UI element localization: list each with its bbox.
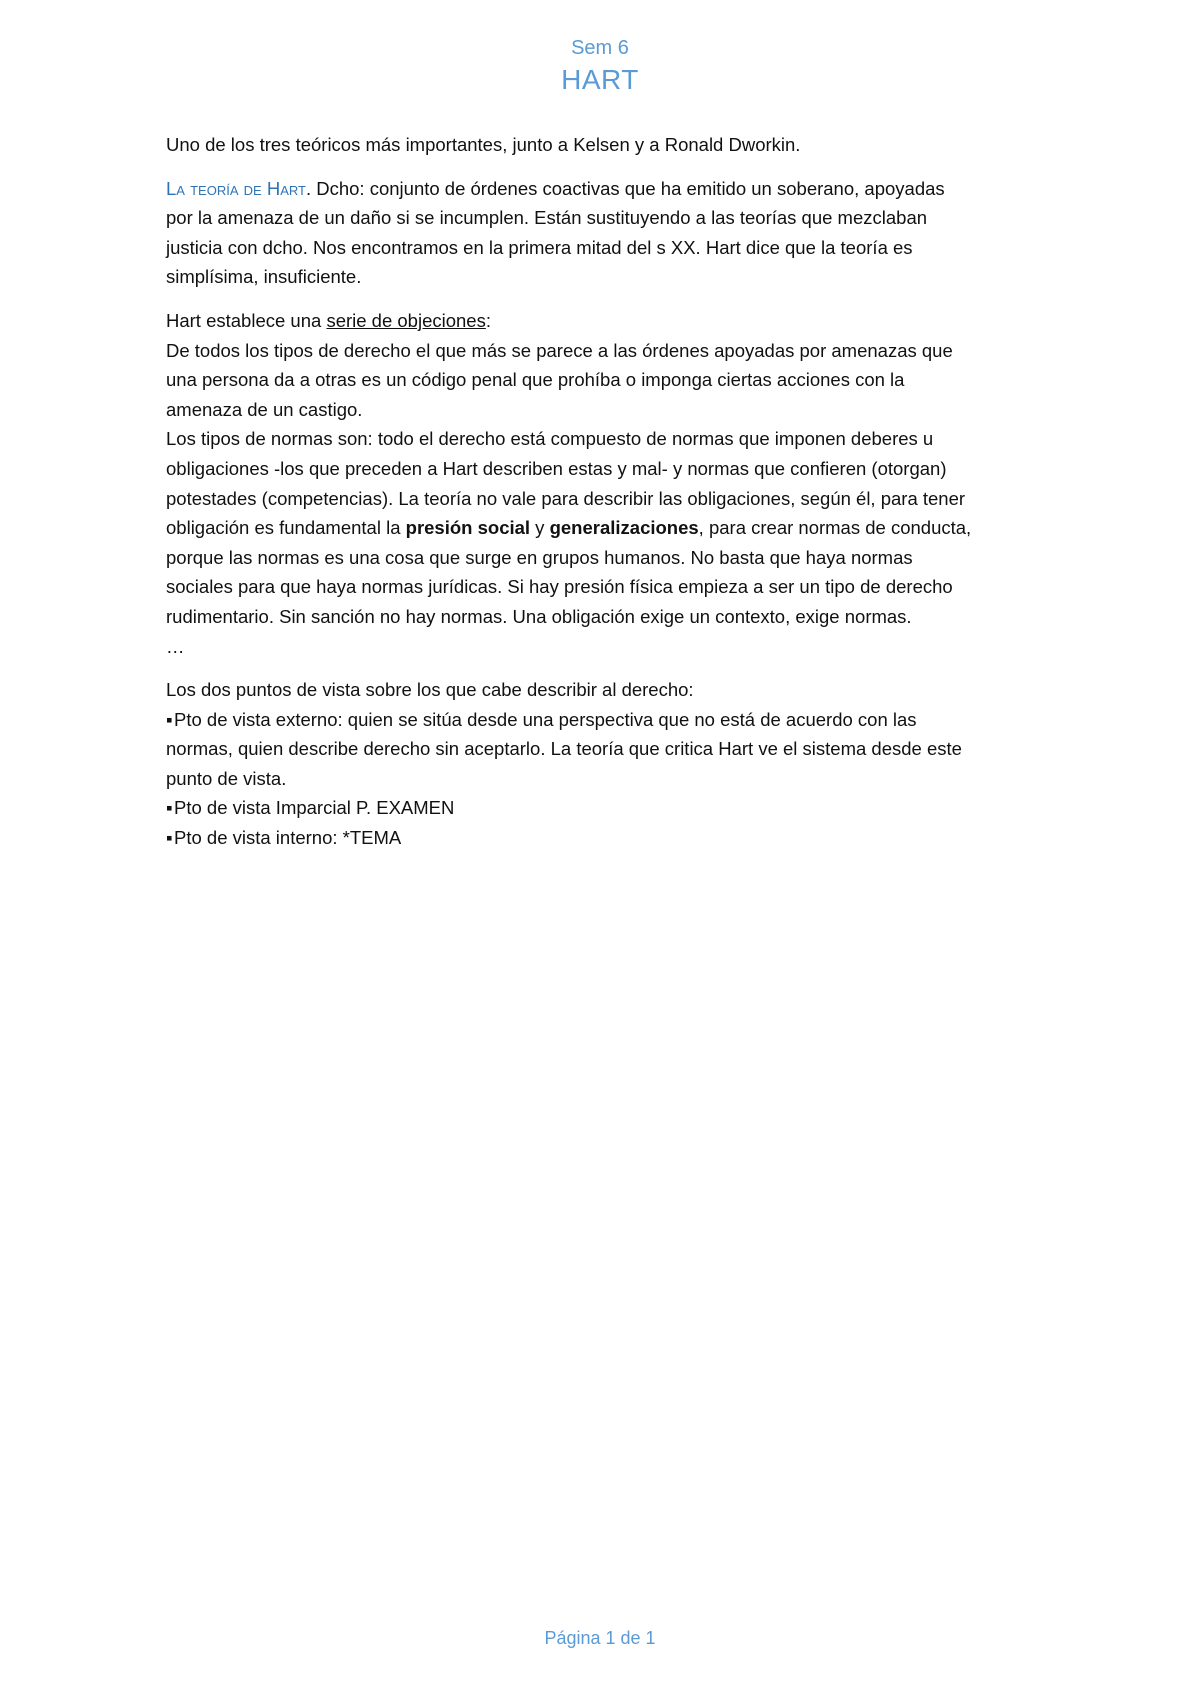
externo-line: normas, quien describe derecho sin aceptarlo. La teoría que critica Hart ve el sistema desde este	[166, 738, 962, 760]
bold-term-generalizaciones: generalizaciones	[549, 517, 699, 539]
square-bullet-icon: ▪	[166, 797, 173, 819]
square-bullet-icon: ▪	[166, 827, 173, 849]
bold-term-presion-social: presión social	[405, 517, 531, 539]
objeciones-intro-underlined: serie de objeciones	[326, 309, 486, 331]
teoria-text: . Dcho: conjunto de órdenes coactivas que ha emitido un soberano, apoyadas	[305, 177, 945, 199]
objeciones-line: potestades (competencias). La teoría no vale para describir las obligaciones, según él, para tener	[166, 487, 966, 509]
objeciones-line: De todos los tipos de derecho el que más se parece a las órdenes apoyadas por amenazas que	[166, 339, 953, 361]
ellipsis-line: …	[166, 635, 185, 657]
objeciones-line: Los tipos de normas son: todo el derecho está compuesto de normas que imponen deberes u	[166, 428, 934, 450]
objeciones-line: rudimentario. Sin sanción no hay normas. Una obligación exige un contexto, exige normas.	[166, 605, 912, 627]
puntos-vista-intro: Los dos puntos de vista sobre los que cabe describir al derecho:	[166, 679, 694, 701]
teoria-line: por la amenaza de un daño si se incumplen. Están sustituyendo a las teorías que mezclaban	[166, 207, 928, 229]
externo-line: Pto de vista externo: quien se sitúa desde una perspectiva que no está de acuerdo con las	[174, 708, 917, 730]
interno-text: Pto de vista interno: *TEMA	[174, 827, 402, 849]
objeciones-intro-prefix: Hart establece una	[166, 309, 327, 331]
teoria-paragraph	[166, 174, 1046, 292]
square-bullet-icon: ▪	[166, 708, 173, 730]
objeciones-line: porque las normas es una cosa que surge en grupos humanos. No basta que haya normas	[166, 546, 913, 568]
document-body	[166, 130, 1046, 867]
objeciones-line: una persona da a otras es un código penal que prohíba o imponga ciertas acciones con la	[166, 369, 905, 391]
bold-line-suffix: , para crear normas de conducta,	[698, 517, 972, 539]
teoria-line: simplísima, insuficiente.	[166, 266, 362, 288]
objeciones-line: obligaciones -los que preceden a Hart describen estas y mal- y normas que confieren (otorgan)	[166, 457, 947, 479]
objeciones-bold-line	[166, 513, 1046, 543]
document-header	[0, 34, 1200, 98]
intro-line: Uno de los tres teóricos más importantes, junto a Kelsen y a Ronald Dworkin.	[166, 134, 801, 155]
document-subtitle: Sem 6	[571, 37, 629, 59]
imparcial-text: Pto de vista Imparcial P. EXAMEN	[174, 797, 455, 819]
externo-line: punto de vista.	[166, 767, 287, 789]
objeciones-paragraph	[166, 306, 1046, 661]
teoria-line: justicia con dcho. Nos encontramos en la primera mitad del s XX. Hart dice que la teoría es	[166, 236, 913, 258]
list-item-interno	[166, 823, 1046, 853]
objeciones-line: sociales para que haya normas jurídicas. Si hay presión física empieza a ser un tipo de derecho	[166, 576, 953, 598]
intro-paragraph	[166, 130, 1046, 160]
bold-line-prefix: obligación es fundamental la	[166, 517, 406, 539]
objeciones-intro-suffix: :	[485, 309, 491, 331]
objeciones-line: amenaza de un castigo.	[166, 398, 363, 420]
list-item-externo	[166, 705, 1046, 735]
teoria-heading: La teoría de Hart	[166, 177, 306, 199]
document-title: HART	[561, 64, 639, 95]
bold-line-middle: y	[530, 517, 550, 539]
objeciones-intro	[166, 306, 1046, 336]
puntos-vista-paragraph	[166, 675, 1046, 853]
teoria-first-line	[166, 174, 1046, 204]
page-number-footer: Página 1 de 1	[544, 1628, 656, 1648]
list-item-imparcial	[166, 793, 1046, 823]
